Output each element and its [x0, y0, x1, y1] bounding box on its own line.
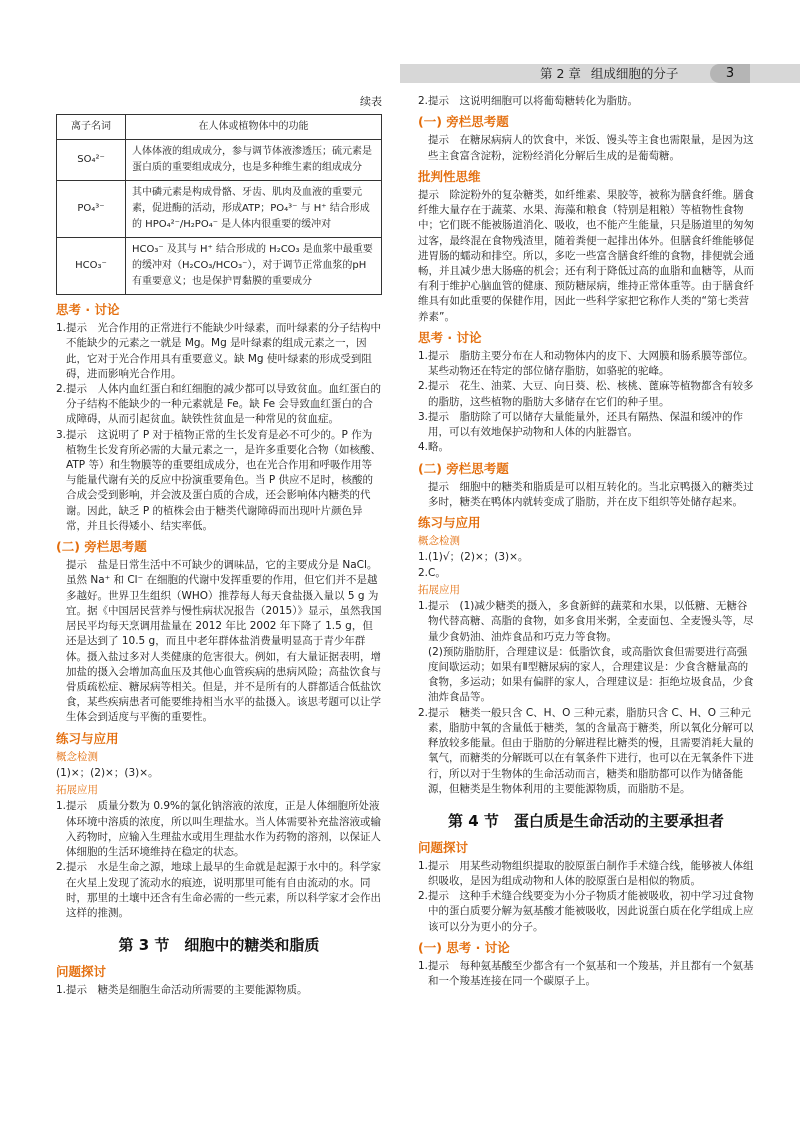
section-heading: (二) 旁栏思考题	[418, 460, 509, 476]
right-column	[418, 94, 754, 989]
section-heading: (一) 旁栏思考题	[418, 114, 509, 130]
table-row	[57, 180, 382, 237]
continued-label: 续表	[360, 95, 382, 108]
section-heading: 批判性思维	[418, 168, 481, 184]
section-heading: 思考 · 讨论	[418, 329, 482, 345]
answer-item: 2.提示 糖类一般只含 C、H、O 三种元素，脂肪只含 C、H、O 三种元素，脂肪中氧的含量低于糖类，氢的含量高于糖类，所以氧化分解可以释放较多能量。但由于脂肪的分解进程比糖类的慢，且需要消耗大量的氧气，而糖类的分解既可以在有氧条件下进行，也可以在无氧条件下进行，所以对于生物体的生命活动而言，糖类和脂肪都可以作为储备能源，但糖类是生物体利用的主要能源物质，而脂肪不是。	[418, 706, 754, 795]
answer-paragraph: (2)预防脂肪肝，合理建议是：低脂饮食，或高脂饮食但需要进行高强度间歇运动；如果有Ⅱ型糖尿病的家人，合理建议是：少食含糖量高的食物，多运动；如果有偏胖的家人，合理建议是：拒绝垃圾食品，少食油炸食品等。	[428, 645, 754, 704]
ion-function: HCO₃⁻ 及其与 H⁺ 结合形成的 H₂CO₃ 是血浆中最重要的缓冲对（H₂CO₃/HCO₃⁻），对于调节正常血浆的pH有重要意义；也是保护胃黏膜的重要成分	[126, 237, 382, 294]
ion-function-table	[56, 114, 382, 295]
section-title: 第 4 节 蛋白质是生命活动的主要承担者	[448, 811, 724, 830]
table-header-row	[57, 114, 382, 139]
answer-paragraph: 提示 除淀粉外的复杂糖类，如纤维素、果胶等，被称为膳食纤维。膳食纤维大量存在于蔬菜、水果、海藻和粮食（特别是粗粮）等植物性食物中；它们既不能被肠道消化、吸收，也不能产生能量，只是肠道里的匆匆过客，最终混在食物残渣里，随着粪便一起排出体外。但膳食纤维能够促进胃肠的蠕动和排空。所以，多吃一些富含膳食纤维的食物，排便就会通畅，并且减少患大肠癌的机会；还有利于降低过高的血脂和血糖等，从而有利于维护心脑血管的健康、预防糖尿病，维持正常体重等。由于膳食纤维具有如此重要的保健作用，因此一些科学家把它称作人类的“第七类营养素”。	[418, 188, 754, 323]
section-heading: (一) 思考 · 讨论	[418, 939, 510, 955]
table-header: 离子名词	[57, 114, 126, 139]
section-heading: 问题探讨	[418, 839, 469, 855]
ion-function: 人体体液的组成成分，参与调节体液渗透压；硫元素是蛋白质的重要组成成分，也是多种维生素的组成成分	[126, 139, 382, 180]
answer-item: 2.C。	[418, 566, 446, 579]
left-column	[56, 94, 382, 998]
answer-item: 2.提示 花生、油菜、大豆、向日葵、松、核桃、蓖麻等植物都含有较多的脂肪，这些植物的脂肪大多储存在它们的种子里。	[418, 380, 754, 408]
answer-item: 2.提示 水是生命之源，地球上最早的生命就是起源于水中的。科学家在火星上发现了流动水的痕迹，说明那里可能有自由流动的水。同时，那里的土壤中还含有生命必需的一些元素，所以科学家才会作出这样的推测。	[56, 861, 382, 919]
section-heading: (二) 旁栏思考题	[56, 539, 147, 555]
answer-item: 2.提示 这种手术缝合线要变为小分子物质才能被吸收，初中学习过食物中的蛋白质要分解为氨基酸才能被吸收，因此说蛋白质在化学组成上应该可以分为更小的分子。	[418, 890, 754, 933]
running-header	[540, 64, 684, 83]
answer-item: 1.(1)√；(2)×；(3)×。	[418, 551, 529, 564]
chapter-number: 第 2 章	[540, 66, 581, 81]
answer-item: 1.提示 用某些动物组织提取的胶原蛋白制作手术缝合线，能够被人体组织吸收，是因为组成动物和人体的胶原蛋白是相似的物质。	[418, 859, 754, 888]
section-heading: 思考 · 讨论	[56, 301, 120, 317]
section-heading: 问题探讨	[56, 963, 107, 979]
ion-function: 其中磷元素是构成骨骼、牙齿、肌肉及血液的重要元素，促进酶的活动，形成ATP；PO₄³⁻ 与 H⁺ 结合形成的 HPO₄²⁻/H₂PO₄⁻ 是人体内很重要的缓冲对	[126, 180, 382, 237]
answer-item: 1.提示 糖类是细胞生命活动所需要的主要能源物质。	[56, 984, 308, 997]
answer-item: 1.提示 光合作用的正常进行不能缺少叶绿素，而叶绿素的分子结构中不能缺少的元素之一就是 Mg。Mg 是叶绿素的组成元素之一，因此，它对于光合作用具有重要意义。缺 Mg 使叶绿素的形成受到阻碍，进而影响光合作用。	[56, 322, 382, 380]
section-title: 第 3 节 细胞中的糖类和脂质	[118, 936, 320, 955]
section-heading: 练习与应用	[418, 515, 481, 531]
subheading: 概念检测	[56, 750, 98, 763]
ion-name: SO₄²⁻	[57, 139, 126, 180]
answer-item: (1)×；(2)×；(3)×。	[56, 767, 159, 779]
answer-item: 1.提示 脂肪主要分布在人和动物体内的皮下、大网膜和肠系膜等部位。某些动物还在特定的部位储存脂肪，如骆驼的驼峰。	[418, 350, 754, 378]
page-number: 3	[710, 64, 750, 83]
table-row	[57, 139, 382, 180]
answer-item: 3.提示 这说明了 P 对于植物正常的生长发育是必不可少的。P 作为植物生长发育所必需的大量元素之一，是许多重要化合物（如核酸、ATP 等）和生物膜等的重要组成成分，也在光合作用和呼吸作用等与能量代谢有关的反应中扮演重要角色。当 P 供应不足时，核酸的合成会受到影响，并会波及蛋白质的合成，还会影响体内糖类的代谢。因此，缺乏 P 的植株会由于糖类代谢障碍而出现叶片颜色异常，并且长得矮小、结实率低。	[56, 428, 381, 532]
answer-paragraph: 提示 在糖尿病病人的饮食中，米饭、馒头等主食也需限量，是因为这些主食富含淀粉，淀粉经消化分解后生成的是葡萄糖。	[428, 134, 754, 162]
chapter-title: 组成细胞的分子	[590, 66, 679, 81]
subheading: 拓展应用	[56, 784, 98, 797]
answer-item: 2.提示 这说明细胞可以将葡萄糖转化为脂肪。	[418, 95, 639, 107]
subheading: 拓展应用	[418, 583, 460, 596]
table-header: 在人体或植物体中的功能	[126, 114, 382, 139]
answer-item: 1.提示 (1)减少糖类的摄入，多食新鲜的蔬菜和水果，以低糖、无糖谷物代替高糖、高脂的食物，如多食用米粥，全麦面包、全麦馒头等，尽量少食奶油、油炸食品和巧克力等食物。	[418, 600, 754, 643]
ion-name: HCO₃⁻	[57, 237, 126, 294]
answer-item: 1.提示 每种氨基酸至少都含有一个氨基和一个羧基，并且都有一个氨基和一个羧基连接在同一个碳原子上。	[418, 960, 754, 988]
answer-item: 2.提示 人体内血红蛋白和红细胞的减少都可以导致贫血。血红蛋白的分子结构不能缺少的一种元素就是 Fe。缺 Fe 会导致血红蛋白的合成障碍，从而引起贫血。缺铁性贫血是一种常见的贫血症。	[56, 382, 382, 426]
subheading: 概念检测	[418, 535, 460, 548]
section-heading: 练习与应用	[56, 730, 119, 746]
answer-item: 1.提示 质量分数为 0.9%的氯化钠溶液的浓度，正是人体细胞所处液体环境中溶质的浓度，所以叫生理盐水。当人体需要补充盐溶液或输入药物时，应输入生理盐水或用生理盐水作为药物的溶剂，以保证人体细胞的生活环境维持在稳定的状态。	[56, 800, 381, 859]
ion-name: PO₄³⁻	[57, 180, 126, 237]
answer-item: 3.提示 脂肪除了可以储存大量能量外，还具有隔热、保温和缓冲的作用，可以有效地保护动物和人体的内脏器官。	[418, 410, 744, 439]
table-row	[57, 237, 382, 294]
answer-item: 4.略。	[418, 441, 450, 454]
answer-paragraph: 提示 细胞中的糖类和脂质是可以相互转化的。当北京鸭摄入的糖类过多时，糖类在鸭体内就转变成了脂肪，并在皮下组织等处储存起来。	[428, 480, 754, 508]
answer-paragraph: 提示 盐是日常生活中不可缺少的调味品，它的主要成分是 NaCl。虽然 Na⁺ 和 Cl⁻ 在细胞的代谢中发挥重要的作用，但它们并不是越多越好。世界卫生组织（WHO）推荐每人每天食盐摄入量以 5 g 为宜。据《中国居民营养与慢性病状况报告（2015）》显示，虽然我国居民平均每天烹调用盐量在 2012 年比 2002 年下降了 1.5 g，但还是达到了 10.5 g，而且中老年群体盐消费量明显高于青少年群体。摄入盐过多对人类健康的危害很大。例如，有大量证据表明，增加盐的摄入会增加高血压及其他心血管疾病的患病风险；高盐饮食与骨质疏松症、糖尿病等相关。但是，并不是所有的人群都适合低盐饮食，某些疾病患者可能要维持相当水平的盐摄入。该思考题可以让学生体会到适度与平衡的重要性。	[66, 559, 382, 724]
